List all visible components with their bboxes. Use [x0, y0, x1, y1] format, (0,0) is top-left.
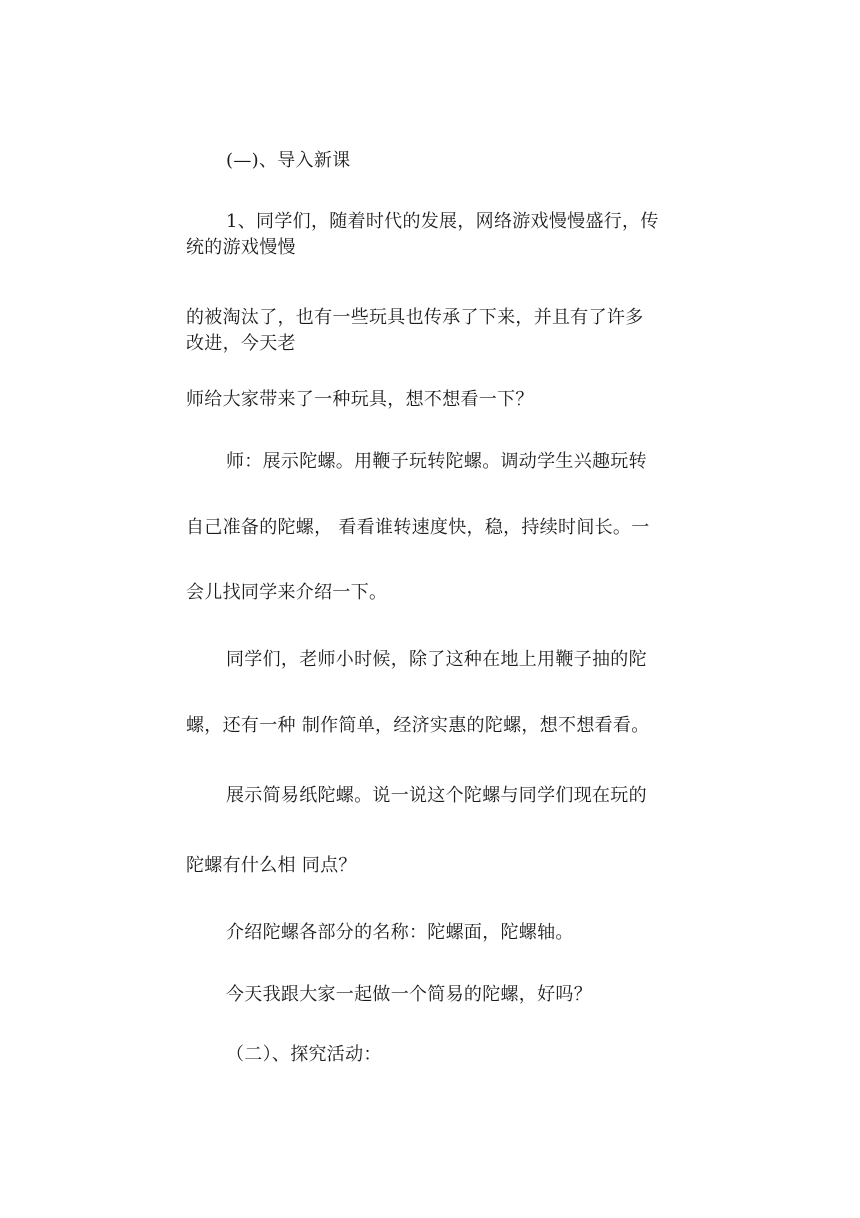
paragraph-line: 螺，还有一种 制作简单，经济实惠的陀螺，想不想看看。	[186, 715, 650, 736]
paragraph-line: 展示简易纸陀螺。说一说这个陀螺与同学们现在玩的	[226, 785, 647, 806]
paragraph-line: 师：展示陀螺。用鞭子玩转陀螺。调动学生兴趣玩转	[226, 451, 647, 472]
paragraph-line: 陀螺有什么相 同点？	[186, 855, 357, 876]
paragraph-line: 介绍陀螺各部分的名称：陀螺面，陀螺轴。	[226, 922, 574, 943]
paragraph-line: 今天我跟大家一起做一个简易的陀螺，好吗？	[226, 984, 592, 1005]
paragraph-line: 师给大家带来了一种玩具，想不想看一下？	[186, 389, 534, 410]
paragraph-line: 1、同学们，随着时代的发展，网络游戏慢慢盛行，传	[226, 211, 659, 232]
section-heading-intro: (—)、导入新课	[226, 150, 351, 171]
paragraph-line: 自己准备的陀螺， 看看谁转速度快，稳，持续时间长。一	[186, 517, 650, 538]
paragraph-line: 的被淘汰了，也有一些玩具也传承了下来，并且有了许多	[186, 307, 644, 328]
paragraph-line: 统的游戏慢慢	[186, 237, 296, 258]
section-heading-inquiry: （二）、探究活动：	[226, 1044, 382, 1065]
paragraph-line: 同学们，老师小时候，除了这种在地上用鞭子抽的陀	[226, 649, 647, 670]
paragraph-line: 会儿找同学来介绍一下。	[186, 582, 388, 603]
paragraph-line: 改进，今天老	[186, 333, 296, 354]
